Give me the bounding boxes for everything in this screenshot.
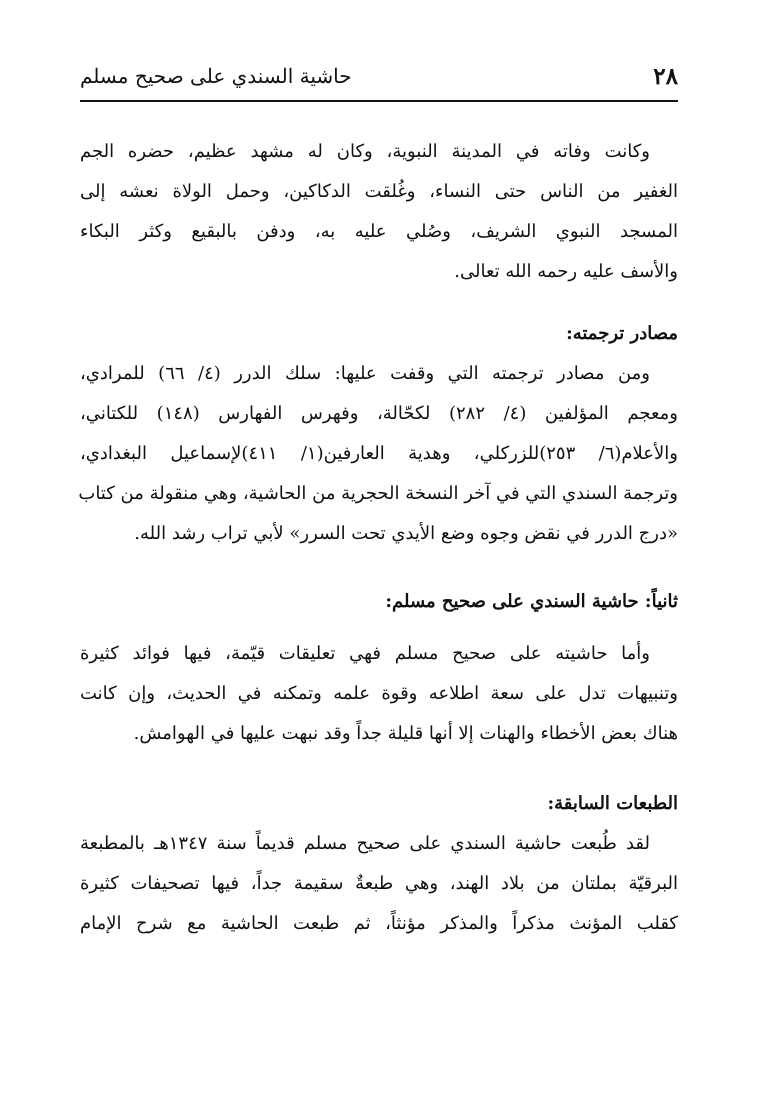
paragraph-death bbox=[80, 132, 678, 292]
page-header bbox=[80, 56, 678, 96]
text-line: وكانت وفاته في المدينة النبوية، وكان له مشهد عظيم، حضره الجم bbox=[80, 141, 650, 162]
heading-editions: الطبعات السابقة: bbox=[547, 793, 678, 814]
text-line: ومعجم المؤلفين (٤/ ٢٨٢) لكحّالة، وفهرس الفهارس (١٤٨) للكتاني، bbox=[80, 403, 678, 424]
heading-sources: مصادر ترجمته: bbox=[566, 323, 678, 344]
text-line: وتنبيهات تدل على سعة اطلاعه وقوة علمه وتمكنه في الحديث، وإن كانت bbox=[80, 683, 678, 704]
text-line: كقلب المؤنث مذكراً والمذكر مؤنثاً، ثم طبعت الحاشية مع شرح الإمام bbox=[80, 913, 678, 934]
heading-second: ثانياً: حاشية السندي على صحيح مسلم: bbox=[385, 591, 678, 612]
text-line: هناك بعض الأخطاء والهنات إلا أنها قليلة جداً وقد نبهت عليها في الهوامش. bbox=[133, 723, 678, 744]
running-title: حاشية السندي على صحيح مسلم bbox=[80, 64, 352, 88]
text-line: «درج الدرر في نقض وجوه وضع الأيدي تحت السرر» لأبي تراب رشد الله. bbox=[134, 523, 678, 544]
book-page bbox=[80, 0, 678, 1093]
text-line: وترجمة السندي التي في آخر النسخة الحجرية من الحاشية، وهي منقولة من كتاب bbox=[78, 483, 678, 504]
page-body bbox=[80, 132, 678, 944]
text-line: والأعلام(٦/ ٢٥٣)للزركلي، وهدية العارفين(١/ ٤١١)لإسماعيل البغدادي، bbox=[80, 443, 678, 464]
text-line: لقد طُبعت حاشية السندي على صحيح مسلم قديماً سنة ١٣٤٧هـ بالمطبعة bbox=[80, 833, 650, 854]
header-rule bbox=[80, 100, 678, 102]
text-line: البرقيّة بملتان من بلاد الهند، وهي طبعةٌ سقيمة جداً، فيها تصحيفات كثيرة bbox=[80, 873, 678, 894]
paragraph-second bbox=[80, 634, 678, 754]
paragraph-editions bbox=[80, 824, 678, 944]
text-line: وأما حاشيته على صحيح مسلم فهي تعليقات قيّمة، فيها فوائد كثيرة bbox=[80, 643, 650, 664]
paragraph-sources bbox=[80, 354, 678, 554]
text-line: ومن مصادر ترجمته التي وقفت عليها: سلك الدرر (٤/ ٦٦) للمرادي، bbox=[80, 363, 650, 384]
page-number: ٢٨ bbox=[653, 62, 678, 90]
text-line: والأسف عليه رحمه الله تعالى. bbox=[454, 261, 678, 282]
text-line: الغفير من الناس حتى النساء، وغُلقت الدكاكين، وحمل الولاة نعشه إلى bbox=[80, 181, 678, 202]
text-line: المسجد النبوي الشريف، وصُلي عليه به، ودفن بالبقيع وكثر البكاء bbox=[80, 221, 678, 242]
